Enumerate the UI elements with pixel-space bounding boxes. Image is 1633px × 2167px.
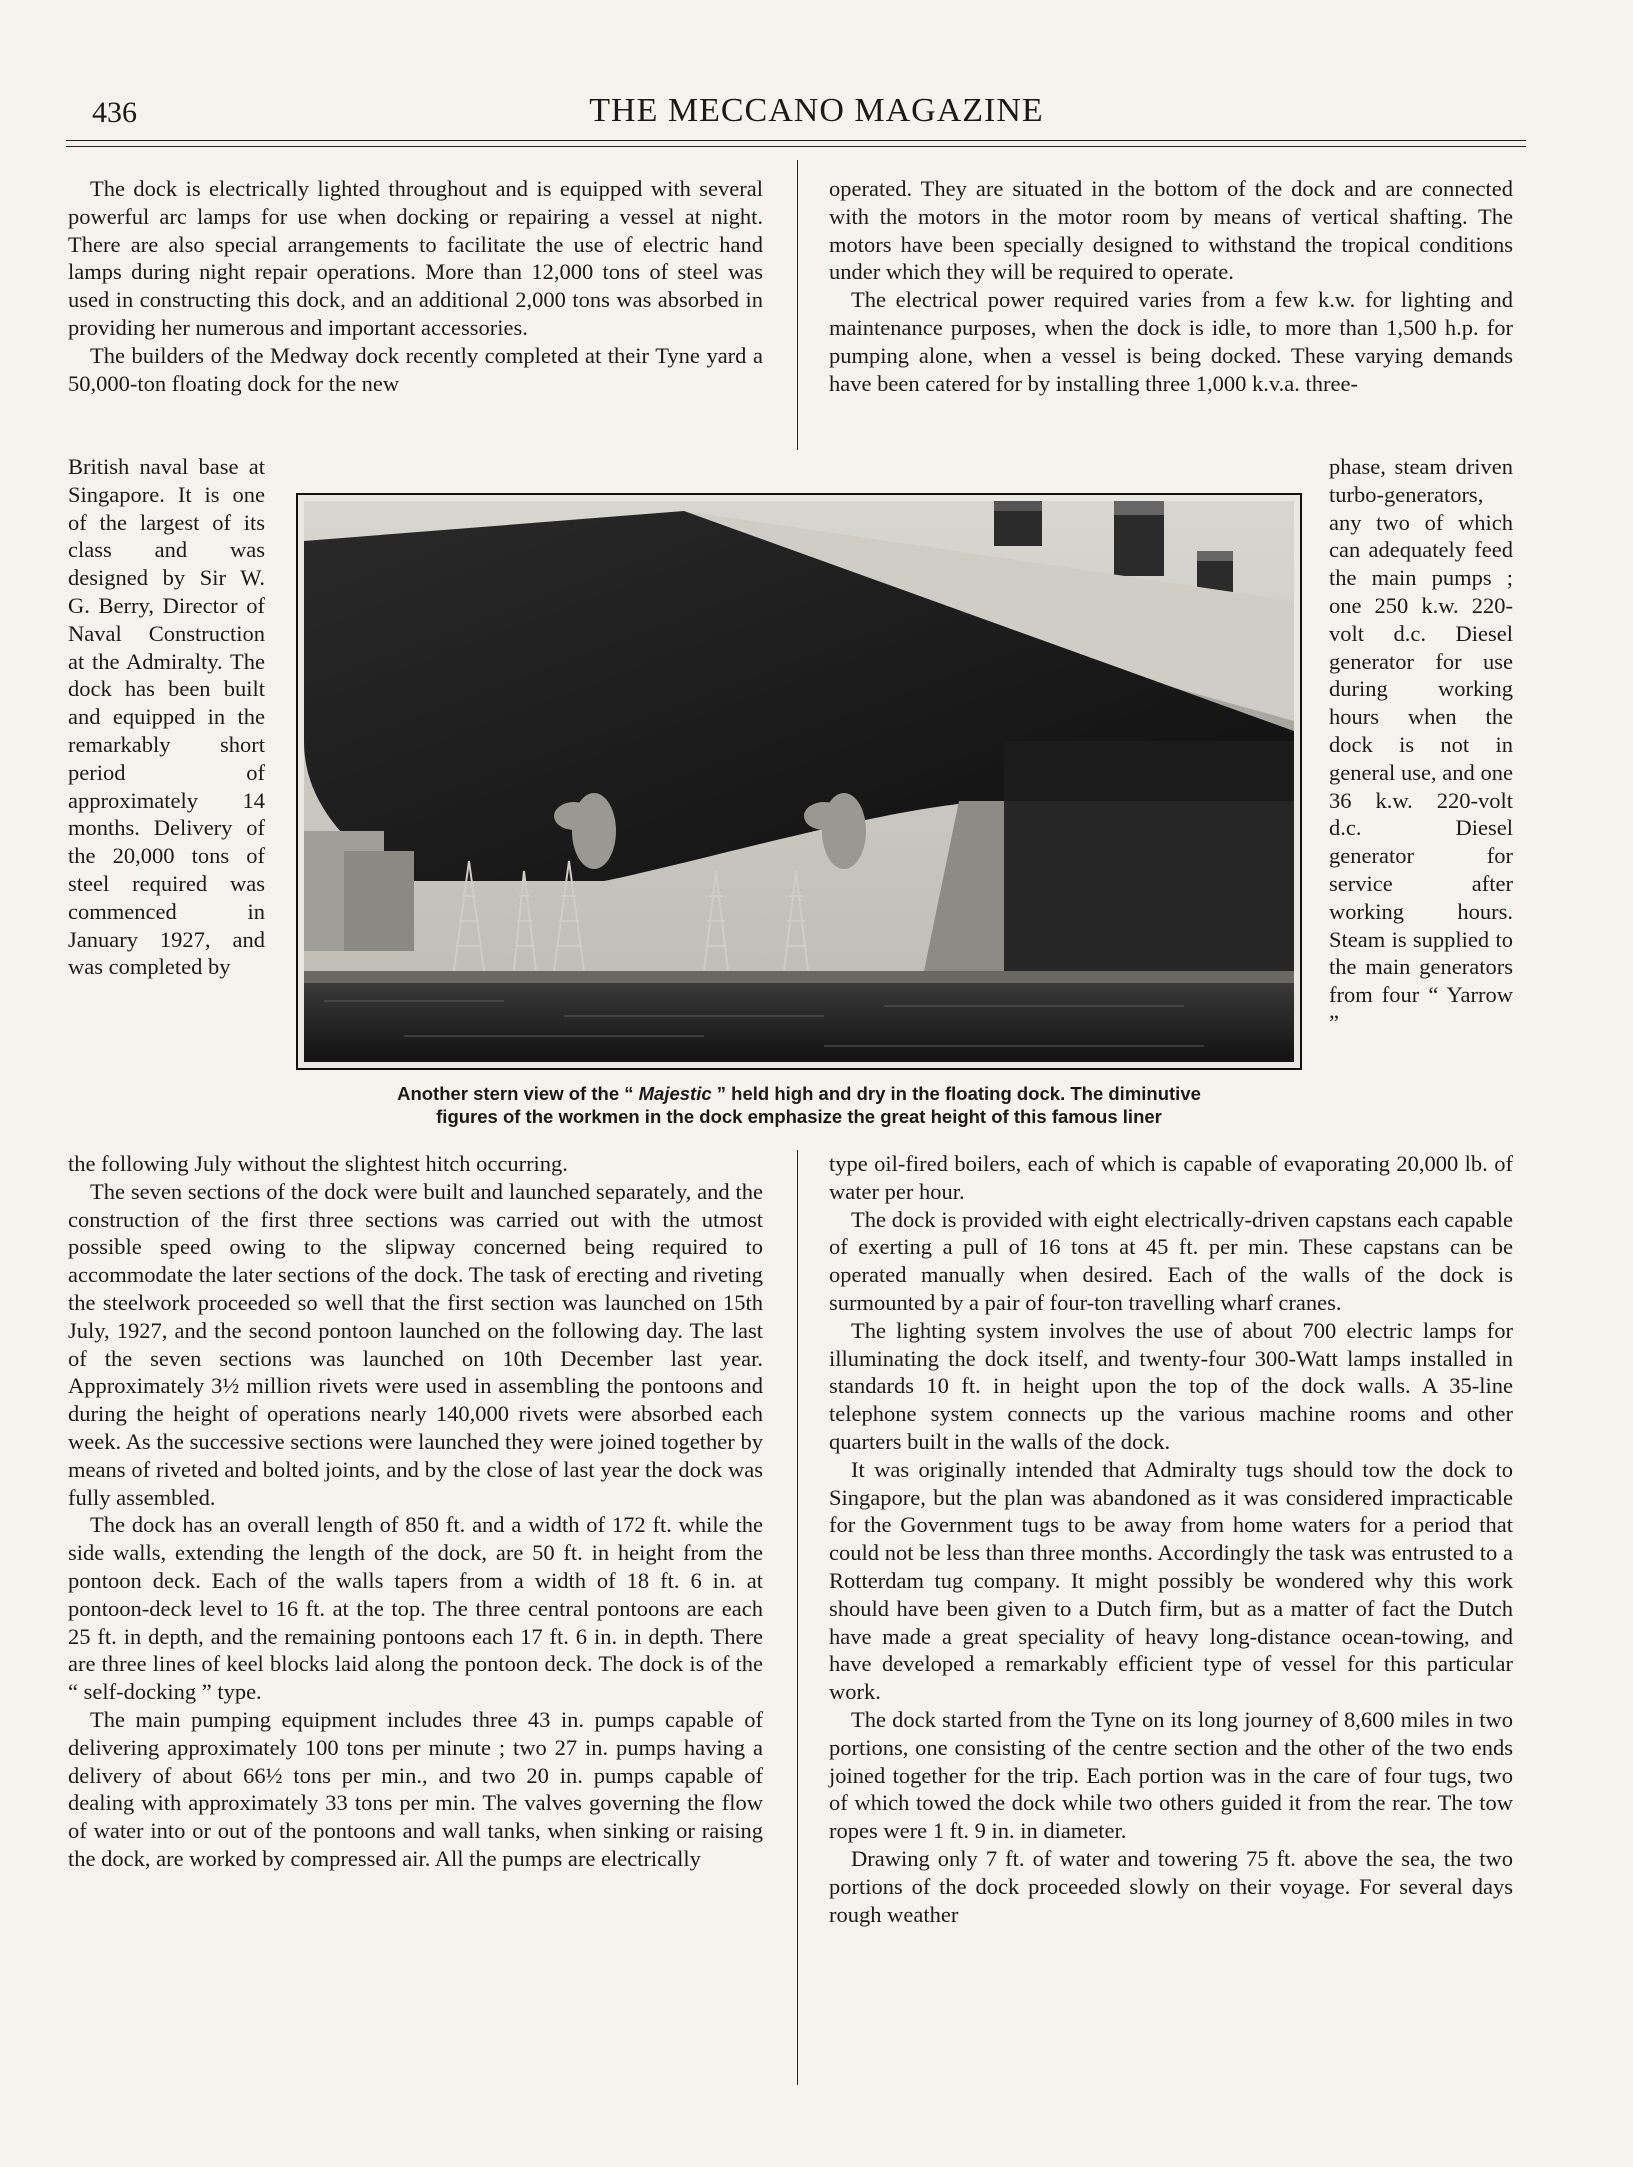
magazine-title: THE MECCANO MAGAZINE — [589, 92, 1044, 129]
paragraph: The lighting system involves the use of about 700 electric lamps for illuminating the dock itself, and twenty-four 300-Watt lamps installed in standards 10 ft. in height upon the top of the dock walls. A 35-line telephone system connects up the various machine rooms and other quarters built in the walls of the dock. — [829, 1317, 1513, 1454]
paragraph: The seven sections of the dock were built and launched separately, and the construction of the first three sections was carried out with the utmost possible speed owing to the slipway concerned being required to accommodate the later sections of the dock. The task of erecting and riveting the steelwork proceeded so well that the first section was launched on 15th July, 1927, and the second pontoon launched on the following day. The last of the seven sections was launched on 10th December last year. Approximately 3½ million rivets were used in assembling the pontoons and during the height of operations nearly 140,000 rivets were absorbed each week. As the successive sections were launched they were joined together by means of riveted and bolted joints, and by the close of last year the dock was fully assembled. — [68, 1178, 763, 1510]
paragraph: operated. They are situated in the bottom of the dock and are connected with the motors in the motor room by means of vertical shafting. The motors have been specially designed to withstand the tropical conditions under which they will be required to operate. — [829, 176, 1513, 285]
photo-majestic-floating-dock — [296, 493, 1302, 1070]
caption-line-1 — [296, 1082, 1302, 1105]
left-column-bottom — [68, 1150, 763, 1873]
caption-text: ” held high and dry in the floating dock. The diminutive — [711, 1083, 1201, 1104]
caption-ship-name: Majestic — [638, 1083, 712, 1104]
left-narrow-column — [68, 453, 265, 981]
paragraph: It was originally intended that Admiralty tugs should tow the dock to Singapore, but the plan was abandoned as it was considered impracticable for the Government tugs to be away from home waters for a period that could not be less than three months. Accordingly the task was entrusted to a Rotterdam tug company. It might possibly be wondered why this work should have been given to a Dutch firm, but as a matter of fact the Dutch have made a great speciality of heavy long-distance ocean-towing, and have developed a remarkably efficient type of vessel for this particular work. — [829, 1456, 1513, 1705]
paragraph: The main pumping equipment includes three 43 in. pumps capable of delivering approximately 100 tons per minute ; two 27 in. pumps having a delivery of about 66½ tons per min., and two 20 in. pumps capable of dealing with approximately 33 tons per min. The valves governing the flow of water into or out of the pontoons and wall tanks, when sinking or raising the dock, are worked by compressed air. All the pumps are electrically — [68, 1706, 763, 1871]
column-divider-bottom — [797, 1150, 798, 2085]
paragraph: The electrical power required varies from a few k.w. for lighting and maintenance purposes, when the dock is idle, to more than 1,500 h.p. for pumping alone, when a vessel is being docked. These varying demands have been catered for by installing three 1,000 k.v.a. three- — [829, 287, 1513, 396]
paragraph: The dock is electrically lighted throughout and is equipped with several powerful arc lamps for use when docking or repairing a vessel at night. There are also special arrangements to facilitate the use of electric hand lamps during night repair operations. More than 12,000 tons of steel was used in constructing this dock, and an additional 2,000 tons was absorbed in providing her numerous and important accessories. — [68, 176, 763, 340]
left-column-top — [68, 175, 763, 397]
photo-caption — [296, 1082, 1302, 1128]
ship-in-dock-illustration — [304, 501, 1294, 1062]
column-divider-top — [797, 160, 798, 450]
caption-text: Another stern view of the “ — [397, 1083, 639, 1104]
paragraph: The builders of the Medway dock recently completed at their Tyne yard a 50,000-ton floating dock for the new — [68, 342, 763, 396]
paragraph: The dock has an overall length of 850 ft. and a width of 172 ft. while the side walls, extending the length of the dock, are 50 ft. in height from the pontoon deck. Each of the walls tapers from a width of 18 ft. 6 in. at pontoon-deck level to 16 ft. at the top. The three central pontoons are each 25 ft. in depth, and the remaining pontoons each 17 ft. 6 in. in depth. There are three lines of keel blocks laid along the pontoon deck. The dock is of the “ self-docking ” type. — [68, 1512, 763, 1705]
paragraph: Drawing only 7 ft. of water and towering 75 ft. above the sea, the two portions of the dock proceeded slowly on their voyage. For several days rough weather — [829, 1845, 1513, 1927]
paragraph: type oil-fired boilers, each of which is capable of evaporating 20,000 lb. of water per hour. — [829, 1151, 1513, 1204]
right-column-top — [829, 175, 1513, 397]
paragraph: The dock started from the Tyne on its long journey of 8,600 miles in two portions, one consisting of the centre section and the other of the two ends joined together for the trip. Each portion was in the care of four tugs, two of which towed the dock while two others guided it from the rear. The tow ropes were 1 ft. 9 in. in diameter. — [829, 1706, 1513, 1844]
paragraph: the following July without the slightest hitch occurring. — [68, 1151, 568, 1176]
paragraph: The dock is provided with eight electrically-driven capstans each capable of exerting a pull of 16 tons at 45 ft. per min. These capstans can be operated manually when desired. Each of the walls of the dock is surmounted by a pair of four-ton travelling wharf cranes. — [829, 1206, 1513, 1315]
caption-line-2: figures of the workmen in the dock emphasize the great height of this famous liner — [436, 1106, 1162, 1127]
right-narrow-column — [1329, 453, 1513, 1037]
right-column-bottom — [829, 1150, 1513, 1928]
header-rule-top — [66, 140, 1526, 141]
paragraph: phase, steam driven turbo-generators, any two of which can adequately feed the main pumps ; one 250 k.w. 220-volt d.c. Diesel generator for use during working hours when the dock is not in general use, and one 36 k.w. 220-volt d.c. Diesel generator for service after working hours. Steam is supplied to the main generators from four “ Yarrow ” — [1329, 454, 1513, 1035]
paragraph: British naval base at Singapore. It is one of the largest of its class and was designed by Sir W. G. Berry, Director of Naval Construction at the Admiralty. The dock has been built and equipped in the remarkably short period of approximately 14 months. Delivery of the 20,000 tons of steel required was commenced in January 1927, and was completed by — [68, 454, 265, 980]
header-rule-bottom — [66, 146, 1526, 147]
page-number: 436 — [92, 96, 137, 129]
